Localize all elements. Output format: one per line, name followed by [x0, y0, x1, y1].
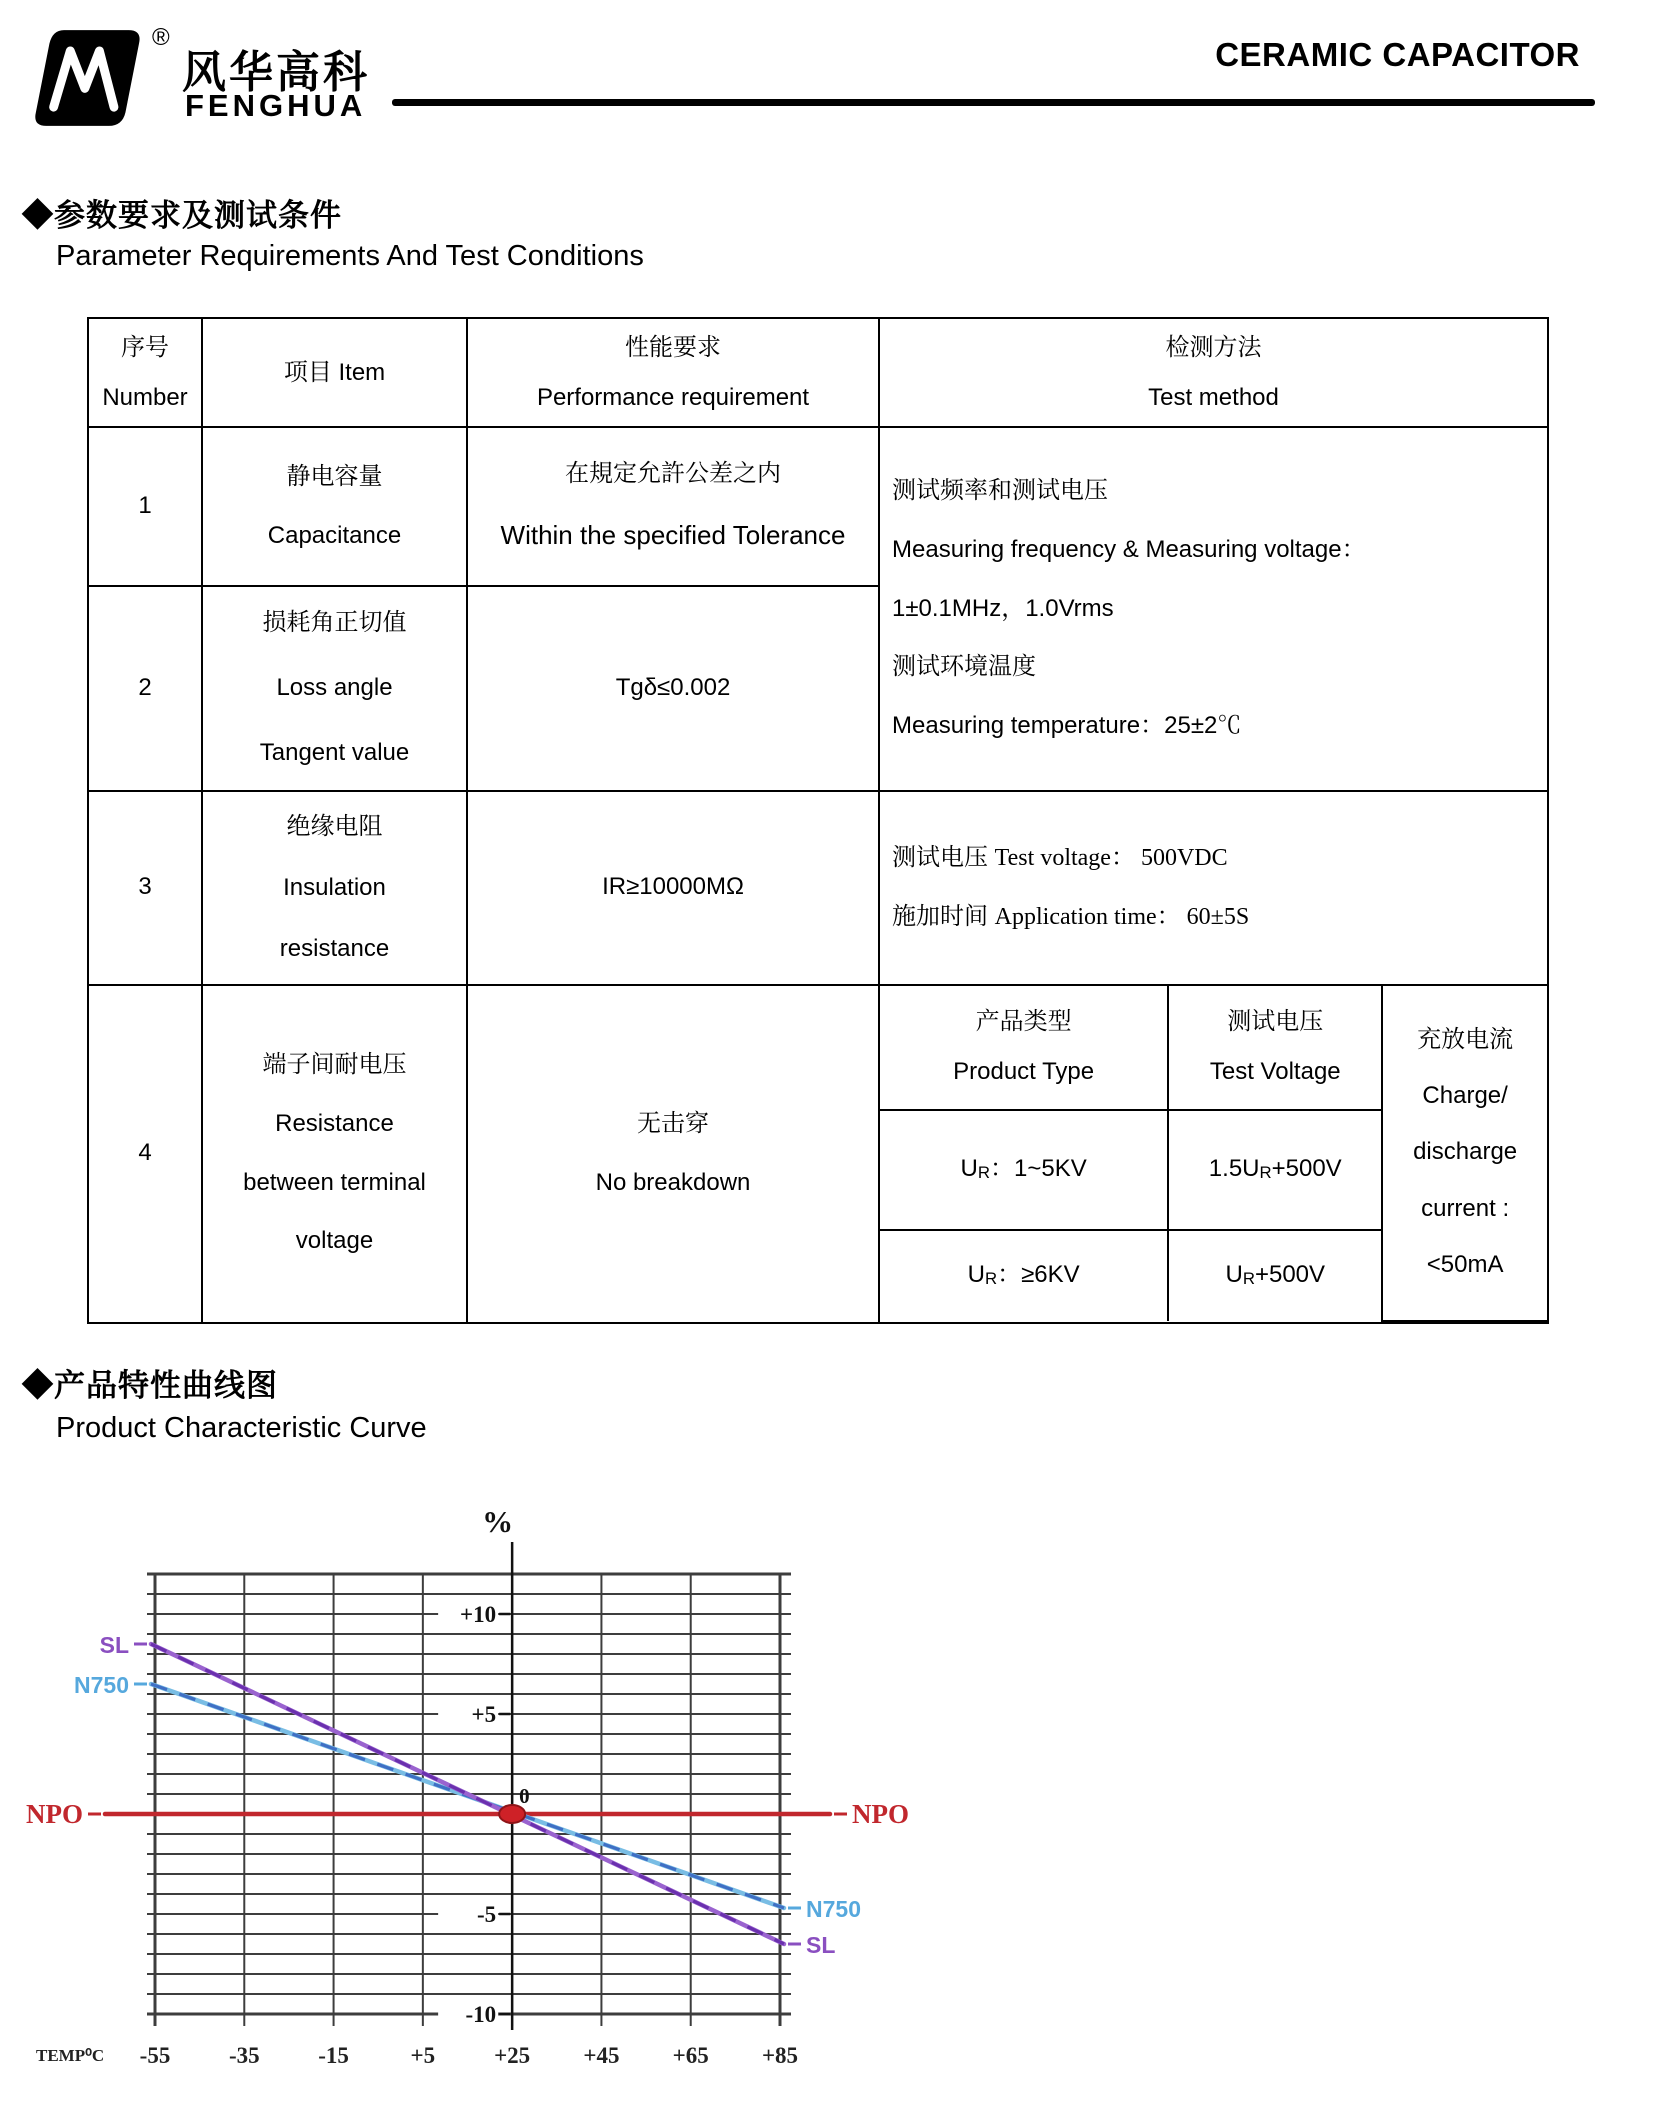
- section-title-parameters-cn: ◆参数要求及测试条件: [22, 198, 342, 233]
- svg-text:TEMP⁰C: TEMP⁰C: [36, 2046, 105, 2065]
- svg-text:SL: SL: [99, 1632, 129, 1658]
- withstand-voltage-subtable: [880, 986, 1547, 1322]
- characteristic-curve-chart: [20, 1495, 920, 2095]
- svg-text:-35: -35: [228, 2043, 260, 2068]
- svg-text:+85: +85: [761, 2043, 799, 2068]
- svg-text:N750: N750: [806, 1896, 861, 1922]
- fenghua-logo: [30, 24, 450, 128]
- table-row-terminal-voltage: [88, 985, 1548, 1323]
- parameter-table: [87, 317, 1549, 1324]
- svg-text:-10: -10: [465, 2002, 497, 2027]
- row4-performance: 无击穿 No breakdown: [467, 985, 879, 1323]
- row1-item: 静电容量 Capacitance: [202, 427, 467, 586]
- table-row-capacitance: [88, 427, 1548, 586]
- svg-text:0: 0: [519, 1784, 530, 1808]
- subtable-header-test-voltage: 测试电压 Test Voltage: [1168, 986, 1382, 1110]
- svg-text:+10: +10: [460, 1602, 497, 1627]
- row2-item: 损耗角正切值 Loss angle Tangent value: [202, 586, 467, 791]
- row2-performance: Tgδ≤0.002: [467, 586, 879, 791]
- temperature-characteristic-plot: [20, 1495, 920, 2095]
- section-title-curve-en: Product Characteristic Curve: [56, 1412, 427, 1444]
- subtable-row2-voltage: $U_R+500V$: [1168, 1230, 1382, 1321]
- method-cell-row-4: [879, 985, 1548, 1323]
- svg-text:-15: -15: [318, 2043, 349, 2068]
- svg-text:NPO: NPO: [852, 1799, 909, 1829]
- row3-number: 3: [88, 791, 202, 985]
- header-performance: 性能要求 Performance requirement: [467, 318, 879, 427]
- subtable-row1-voltage: $1.5U_R+500V$: [1168, 1110, 1382, 1230]
- header-item: 项目 Item: [202, 318, 467, 427]
- header-number: 序号 Number: [88, 318, 202, 427]
- row1-number: 1: [88, 427, 202, 586]
- row4-number: 4: [88, 985, 202, 1323]
- subtable-row2-type: $U_R$：≥6KV: [880, 1230, 1168, 1321]
- table-header-row: [88, 318, 1548, 427]
- svg-text:SL: SL: [806, 1932, 836, 1958]
- row4-item: 端子间耐电压 Resistance between terminal voltage: [202, 985, 467, 1323]
- fenghua-logo-icon: [30, 28, 148, 128]
- table-row-insulation-resistance: [88, 791, 1548, 985]
- row3-item: 绝缘电阻 Insulation resistance: [202, 791, 467, 985]
- svg-text:+25: +25: [494, 2043, 531, 2068]
- section-title-parameters-en: Parameter Requirements And Test Conditions: [56, 240, 644, 272]
- section-title-curve-cn: ◆产品特性曲线图: [22, 1368, 278, 1403]
- svg-text:+5: +5: [410, 2043, 436, 2068]
- method-cell-rows-1-2: 测试频率和测试电压 Measuring frequency & Measuring voltage： 1±0.1MHz，1.0Vrms 测试环境温度 Measuring temperature：25±2℃: [879, 427, 1548, 791]
- document-title: CERAMIC CAPACITOR: [1215, 36, 1580, 73]
- row2-number: 2: [88, 586, 202, 791]
- registered-trademark-icon: ®: [152, 24, 170, 51]
- subtable-charge-discharge-cell: 充放电流 Charge/ discharge current : <50mA: [1382, 986, 1547, 1321]
- header-method: 检测方法 Test method: [879, 318, 1548, 427]
- svg-text:%: %: [482, 1504, 514, 1539]
- row3-performance: IR≥10000MΩ: [467, 791, 879, 985]
- header-divider: [392, 99, 1595, 106]
- method-cell-row-3: 测试电压 Test voltage： 500VDC 施加时间 Application time： 60±5S: [879, 791, 1548, 985]
- subtable-header-product-type: 产品类型 Product Type: [880, 986, 1168, 1110]
- brand-name-english: FENGHUA: [185, 88, 367, 123]
- row1-performance: 在規定允許公差之内 Within the specified Tolerance: [467, 427, 879, 586]
- subtable-row1-type: $U_R$：1~5KV: [880, 1110, 1168, 1230]
- svg-text:-5: -5: [476, 1902, 497, 1927]
- svg-text:NPO: NPO: [26, 1799, 83, 1829]
- svg-text:N750: N750: [74, 1672, 129, 1698]
- svg-text:+5: +5: [471, 1702, 497, 1727]
- brand-name-chinese: 风华高科: [182, 48, 370, 97]
- svg-text:-55: -55: [139, 2043, 171, 2068]
- svg-text:+45: +45: [583, 2043, 620, 2068]
- svg-text:+65: +65: [672, 2043, 709, 2068]
